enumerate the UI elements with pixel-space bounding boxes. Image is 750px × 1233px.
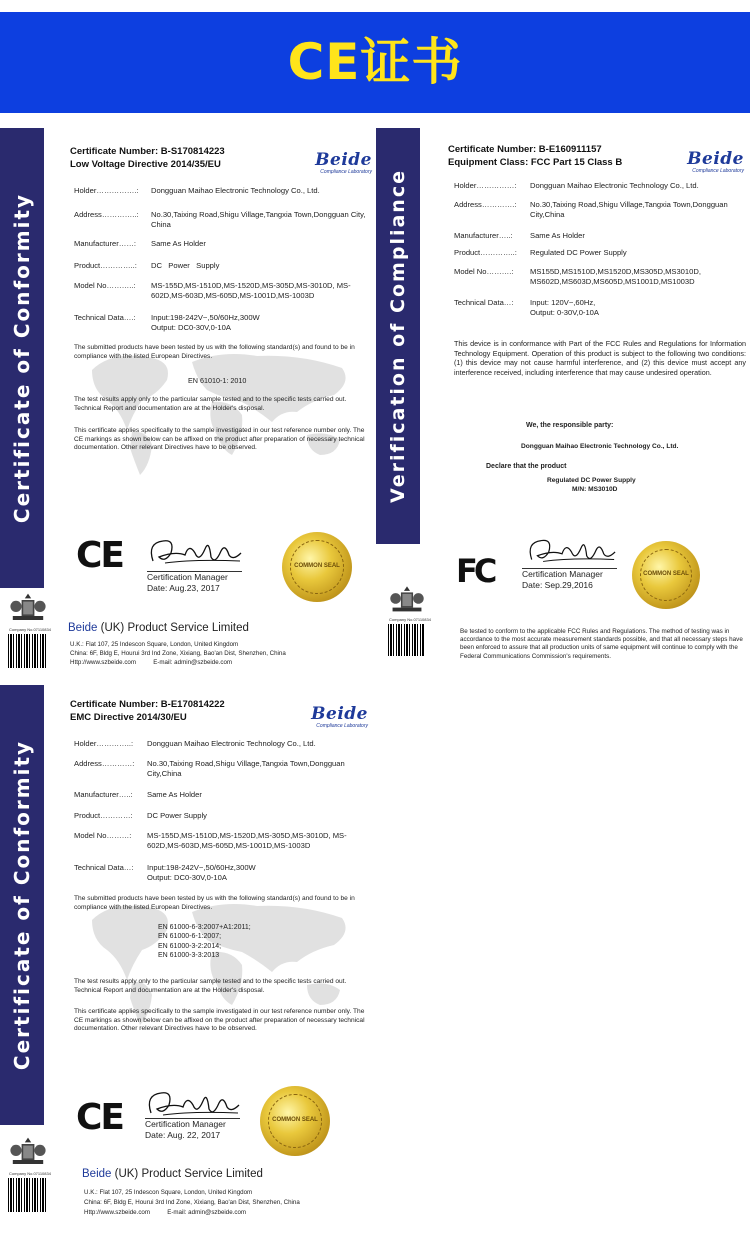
field-label: Model No……….: <box>454 267 514 276</box>
field-value: Same As Holder <box>147 790 202 799</box>
footer-address-china: China: 6F, Bldg E, Hourui 3rd Ind Zone, Xixiang, Bao'an Dist, Shenzhen, China <box>84 1199 300 1206</box>
declared-product: Regulated DC Power Supply <box>547 477 636 484</box>
field-value: Same As Holder <box>151 239 206 248</box>
signature-date: Date: Sep.29,2016 <box>522 580 593 590</box>
field-label: Product…………: <box>74 811 133 820</box>
footer-contact: Http://www.szbeide.com E-mail: admin@szbeide.com <box>70 659 233 666</box>
signature-block <box>147 571 242 594</box>
field-value: Input:198-242V~,50/60Hz,300W Output: DC0-30V,0-10A <box>147 863 256 882</box>
field-label: Technical Data…: <box>74 863 134 872</box>
results-statement: The test results apply only to the particular sample tested and to the specific tests carried out. Technical Report and documentation are at the Holder's disposal. <box>74 396 347 412</box>
field-label: Product…………..: <box>454 248 517 257</box>
logo-word: Beide <box>315 150 372 170</box>
field-label: Holder…………….: <box>74 186 139 195</box>
field-label: Manufacturer…..: <box>454 231 513 240</box>
field-value: DC Power Supply <box>147 811 207 820</box>
logo-subtitle: Compliance Laboratory <box>316 723 368 729</box>
signature-block <box>145 1118 240 1141</box>
fcc-mark: FC <box>456 552 494 590</box>
company-number: Company No.07110834 <box>9 627 51 632</box>
declare-label: Declare that the product <box>486 463 567 470</box>
company-number: Company No.07110834 <box>389 617 431 622</box>
markings-statement: This certificate applies specifically to the sample investigated in our test reference number only. The CE markings as shown below can be affixed on the product after preparation of necessary technical documentation. Other relevant Directives have to be observed. <box>74 427 365 452</box>
results-statement: The test results apply only to the particular sample tested and to the specific tests carried out. Technical Report and documentation are at the Holder's disposal. <box>74 978 347 994</box>
certificate-emc <box>0 685 376 1233</box>
test-statement: The submitted products have been tested by us with the following standard(s) and found to be in compliance with the listed European Directives. <box>74 344 355 360</box>
field-value: Same As Holder <box>530 231 585 240</box>
test-statement: The submitted products have been tested by us with the following standard(s) and found to be in compliance with the listed European Directives. <box>74 895 355 911</box>
field-label: Technical Data…: <box>454 298 514 307</box>
field-value: Input:198-242V~,50/60Hz,300W Output: DC0-30V,0-10A <box>151 313 260 332</box>
field-value: Dongguan Maihao Electronic Technology Co., Ltd. <box>147 739 316 748</box>
logo-subtitle: Compliance Laboratory <box>692 168 744 174</box>
seal-text: COMMON SEAL <box>272 1116 318 1123</box>
coat-of-arms-icon <box>388 584 426 616</box>
equipment-class: Equipment Class: FCC Part 15 Class B <box>448 157 623 168</box>
footer-brand: Beide <box>82 1168 112 1180</box>
sidebar-banner <box>0 128 44 588</box>
footer-address-china: China: 6F, Bldg E, Hourui 3rd Ind Zone, Xixiang, Bao'an Dist, Shenzhen, China <box>70 650 286 657</box>
signature-role: Certification Manager <box>145 1119 226 1129</box>
signature-date: Date: Aug.23, 2017 <box>147 583 220 593</box>
sidebar-banner <box>376 128 420 544</box>
sidebar-banner <box>0 685 44 1125</box>
signature-block <box>522 568 617 591</box>
footer-company-name: (UK) Product Service Limited <box>97 622 249 634</box>
banner <box>0 0 750 128</box>
field-value: MS-155D,MS-1510D,MS-1520D,MS-305D,MS-3010D, MS-602D,MS-603D,MS-605D,MS-1001D,MS-1003D <box>147 831 347 850</box>
certificate-lvd <box>0 128 376 684</box>
page-title: CE证书 <box>287 33 463 91</box>
footer-company-name: (UK) Product Service Limited <box>111 1168 263 1180</box>
field-label: Address…………..: <box>74 210 139 219</box>
field-label: Manufacturer…..: <box>74 790 133 799</box>
logo-word: Beide <box>687 149 744 169</box>
signature-image <box>145 533 245 571</box>
barcode <box>8 634 46 668</box>
field-value: Regulated DC Power Supply <box>530 248 627 257</box>
signature-role: Certification Manager <box>147 572 228 582</box>
signature-date: Date: Aug. 22, 2017 <box>145 1130 221 1140</box>
field-value: Dongguan Maihao Electronic Technology Co., Ltd. <box>530 181 699 190</box>
markings-statement: This certificate applies specifically to the sample investigated in our test reference number only. The CE markings as shown below can be affixed on the product after preparation of necessary technical documentation. Other relevant Directives have to be observed. <box>74 1008 365 1033</box>
ce-mark: CE <box>76 1097 124 1138</box>
gold-seal <box>632 541 700 609</box>
certificate-number: Certificate Number: B-E170814222 <box>70 699 225 710</box>
field-label: Model No………..: <box>74 281 136 290</box>
standards-list: EN 61000-6-3:2007+A1:2011; EN 61000-6-1:2007; EN 61000-3-2:2014; EN 61000-3-3:2013 <box>158 924 251 959</box>
footer-contact: Http://www.szbeide.com E-mail: admin@szbeide.com <box>84 1209 247 1216</box>
beide-logo <box>296 706 368 729</box>
ce-mark: CE <box>76 535 124 576</box>
directive-title: Low Voltage Directive 2014/35/EU <box>70 159 221 170</box>
field-label: Address………….: <box>454 200 517 209</box>
field-value: No.30,Taixing Road,Shigu Village,Tangxia Town,Dongguan City,China <box>530 200 728 219</box>
field-value: Input: 120V~,60Hz, Output: 0-30V,0-10A <box>530 298 599 317</box>
field-label: Technical Data….: <box>74 313 136 322</box>
field-value: MS155D,MS1510D,MS1520D,MS305D,MS3010D, MS602D,MS603D,MS605D,MS1001D,MS1003D <box>530 267 701 286</box>
responsible-party-label: We, the responsible party: <box>526 422 614 429</box>
declared-model: M/N: MS3010D <box>572 486 618 493</box>
field-value: Dongguan Maihao Electronic Technology Co., Ltd. <box>151 186 320 195</box>
field-label: Manufacturer……: <box>74 239 137 248</box>
barcode <box>8 1178 46 1212</box>
certificate-number: Certificate Number: B-E160911157 <box>448 144 602 155</box>
footer-brand: Beide <box>68 622 98 634</box>
footer-address-uk: U.K.: Flat 107, 25 Indescon Square, London, United Kingdom <box>84 1189 253 1196</box>
signature-image <box>524 533 619 569</box>
barcode <box>388 624 424 656</box>
field-label: Product…………..: <box>74 261 137 270</box>
footer-company <box>82 1168 263 1180</box>
coat-of-arms-icon <box>8 591 48 625</box>
field-value: No.30,Taixing Road,Shigu Village,Tangxia Town,Dongguan City, China <box>151 210 366 229</box>
beide-logo <box>300 152 372 175</box>
field-label: Holder……………: <box>454 181 517 190</box>
fcc-compliance-note: Be tested to conform to the applicable FCC Rules and Regulations. The method of testing was in accordance to the most accurate measurement standards possible, and that all necessary steps have been enforced to assure that all production units of same equipment will continue to comply with the Federal Communications Commission's requirements. <box>460 628 743 660</box>
fcc-conformance-statement: This device is in conformance with Part of the FCC Rules and Regulations for Information Technology Equipment. Operation of this product is subject to the following two conditions: (1) this device may not cause harmful interference, and (2) this device must accept any interference received, including interference that may cause undesired operation. <box>454 339 746 377</box>
responsible-party-name: Dongguan Maihao Electronic Technology Co., Ltd. <box>521 443 679 450</box>
field-label: Model No………: <box>74 831 132 840</box>
gold-seal <box>260 1086 330 1156</box>
field-label: Holder…………..: <box>74 739 134 748</box>
company-number: Company No.07110834 <box>9 1171 51 1176</box>
coat-of-arms-icon <box>8 1135 48 1169</box>
beide-logo <box>672 151 744 174</box>
footer-address-uk: U.K.: Flat 107, 25 Indescon Square, London, United Kingdom <box>70 641 239 648</box>
directive-title: EMC Directive 2014/30/EU <box>70 712 187 723</box>
logo-subtitle: Compliance Laboratory <box>320 169 372 175</box>
logo-word: Beide <box>311 704 368 724</box>
footer-company <box>68 622 249 634</box>
gold-seal <box>282 532 352 602</box>
field-label: Address…………: <box>74 759 135 768</box>
certificate-number: Certificate Number: B-S170814223 <box>70 146 225 157</box>
field-value: No.30,Taixing Road,Shigu Village,Tangxia Town,Dongguan City,China <box>147 759 345 778</box>
signature-role: Certification Manager <box>522 569 603 579</box>
sidebar-title: Verification of Compliance <box>387 169 409 503</box>
certificate-fcc <box>376 128 750 684</box>
sidebar-title: Certificate of Conformity <box>10 739 34 1071</box>
seal-text: COMMON SEAL <box>294 562 340 569</box>
sidebar-title: Certificate of Conformity <box>10 192 34 524</box>
field-value: MS-155D,MS-1510D,MS-1520D,MS-305D,MS-3010D, MS-602D,MS-603D,MS-605D,MS-1001D,MS-1003D <box>151 281 351 300</box>
standards-list: EN 61010-1: 2010 <box>188 376 247 385</box>
field-value: DC Power Supply <box>151 261 220 270</box>
seal-text: COMMON SEAL <box>643 570 689 577</box>
